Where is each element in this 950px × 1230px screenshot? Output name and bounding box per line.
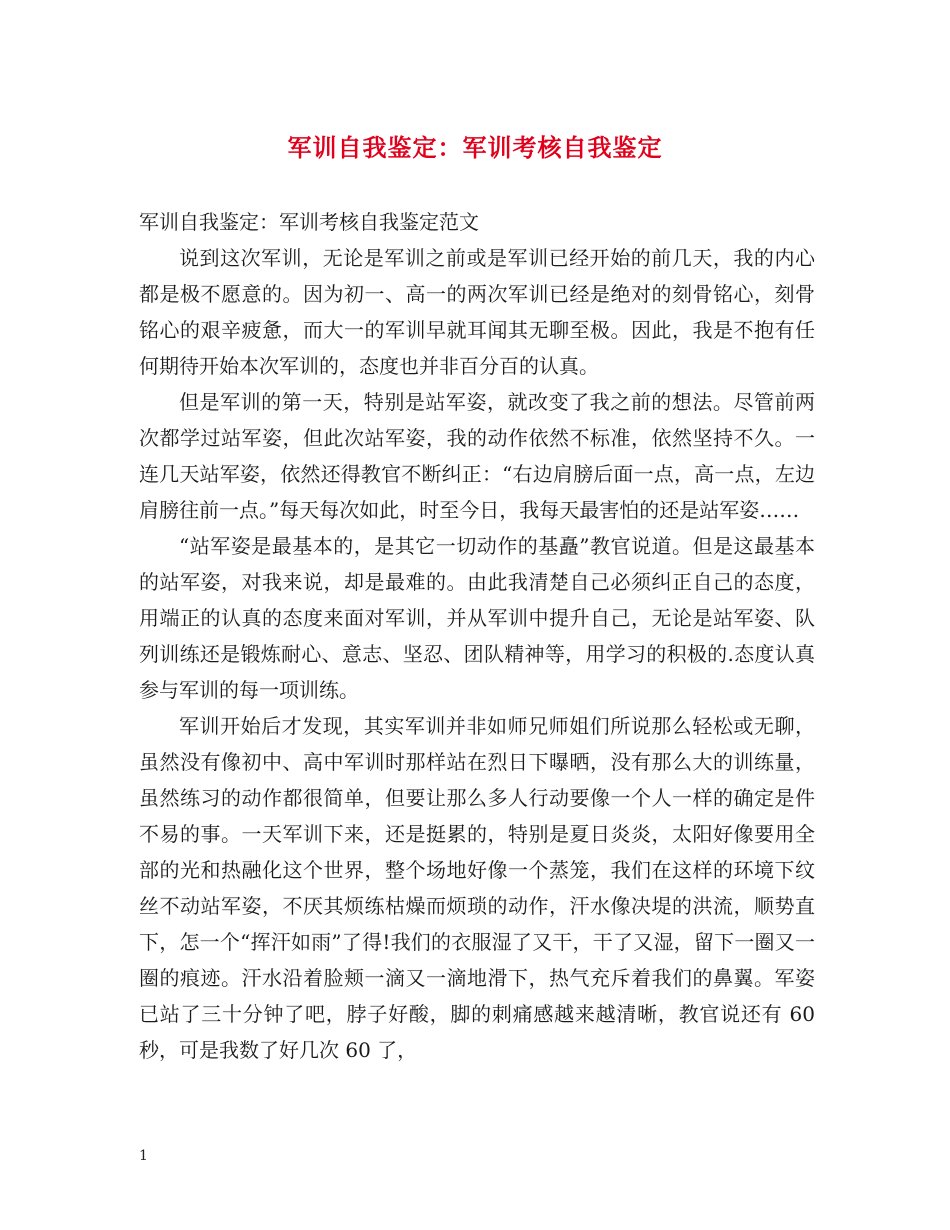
paragraph: 说到这次军训，无论是军训之前或是军训已经开始的前几天，我的内心都是极不愿意的。因为初一、高一的两次军训已经是绝对的刻骨铭心，刻骨铭心的艰辛疲惫，而大一的军训早就耳闻其无聊至极。因此，我是不抱有任何期待开始本次军训的，态度也并非百分百的认真。: [139, 246, 815, 378]
paragraph: 军训开始后才发现，其实军训并非如师兄师姐们所说那么轻松或无聊，虽然没有像初中、高中军训时那样站在烈日下曝晒，没有那么大的训练量，虽然练习的动作都很简单，但要让那么多人行动要像一个人一样的确定是件不易的事。一天军训下来，还是挺累的，特别是夏日炎炎，太阳好像要用全部的光和热融化这个世界，整个场地好像一个蒸笼，我们在这样的环境下纹丝不动站军姿，不厌其烦练枯燥而烦琐的动作，汗水像决堤的洪流，顺势直下，怎一个“挥汗如雨”了得!我们的衣服湿了又干，干了又湿，留下一圈又一圈的痕迹。汗水沿着脸颊一滴又一滴地滑下，热气充斥着我们的鼻翼。军姿已站了三十分钟了吧，脖子好酸，脚的刺痛感越来越清晰，教官说还有 60 秒，可是我数了好几次 60 了，: [139, 714, 815, 1062]
paragraph: 但是军训的第一天，特别是站军姿，就改变了我之前的想法。尽管前两次都学过站军姿，但此次站军姿，我的动作依然不标准，依然坚持不久。一连几天站军姿，依然还得教官不断纠正：“右边肩膀后面一点，高一点，左边肩膀往前一点。”每天每次如此，时至今日，我每天最害怕的还是站军姿……: [139, 390, 815, 522]
page-number: 1: [139, 1148, 148, 1164]
document-title: 军训自我鉴定：军训考核自我鉴定: [287, 133, 663, 162]
document-body: [139, 204, 815, 1068]
paragraph: “站军姿是最基本的，是其它一切动作的基矗”教官说道。但是这最基本的站军姿，对我来说，却是最难的。由此我清楚自己必须纠正自己的态度，用端正的认真的态度来面对军训，并从军训中提升自己，无论是站军姿、队列训练还是锻炼耐心、意志、坚忍、团队精神等，用学习的积极的.态度认真参与军训的每一项训练。: [139, 534, 815, 702]
document-subtitle: 军训自我鉴定：军训考核自我鉴定范文: [139, 210, 479, 234]
